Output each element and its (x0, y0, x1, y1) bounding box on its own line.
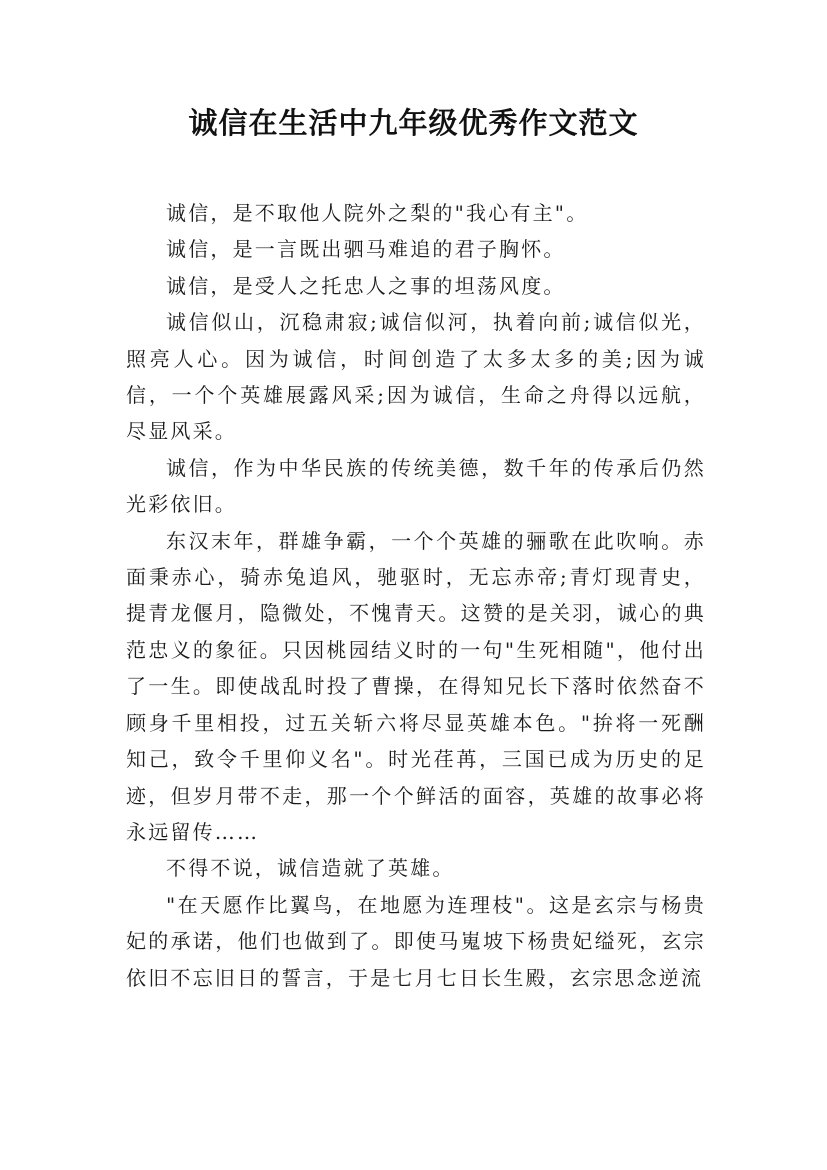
paragraph-2: 诚信，是一言既出驷马难追的君子胸怀。 (166, 237, 566, 262)
paragraph-4: 诚信似山，沉稳肃寂;诚信似河，执着向前;诚信似光，照亮人心。因为诚信，时间创造了太多太多的美;因为诚信，一个个英雄展露风采;因为诚信，生命之舟得以远航，尽显风采。 (126, 310, 706, 444)
paragraph-1: 诚信，是不取他人院外之梨的"我心有主"。 (166, 201, 589, 225)
document-title: 诚信在生活中九年级优秀作文范文 (188, 106, 639, 140)
paragraph-3: 诚信，是受人之托忠人之事的坦荡风度。 (166, 273, 566, 298)
paragraph-7: 不得不说，诚信造就了英雄。 (166, 856, 455, 881)
paragraph-5: 诚信，作为中华民族的传统美德，数千年的传承后仍然光彩依旧。 (126, 455, 706, 517)
paragraph-8: "在天愿作比翼鸟，在地愿为连理枝"。这是玄宗与杨贵妃的承诺，他们也做到了。即使马嵬坡下杨贵妃缢死，玄宗依旧不忘旧日的誓言，于是七月七日长生殿，玄宗思念逆流 (126, 892, 706, 990)
document-body (126, 195, 706, 996)
paragraph-6: 东汉末年，群雄争霸，一个个英雄的骊歌在此吹响。赤面秉赤心，骑赤兔追风，驰驱时，无忘赤帝;青灯现青史，提青龙偃月，隐微处，不愧青天。这赞的是关羽，诚心的典范忠义的象征。只因桃园结义时的一句"生死相随"，他付出了一生。即使战乱时投了曹操，在得知兄长下落时依然奋不顾身千里相投，过五关斩六将尽显英雄本色。"拚将一死酬知己，致令千里仰义名"。时光荏苒，三国已成为历史的足迹，但岁月带不走，那一个个鲜活的面容，英雄的故事必将永远留传…… (126, 528, 706, 844)
